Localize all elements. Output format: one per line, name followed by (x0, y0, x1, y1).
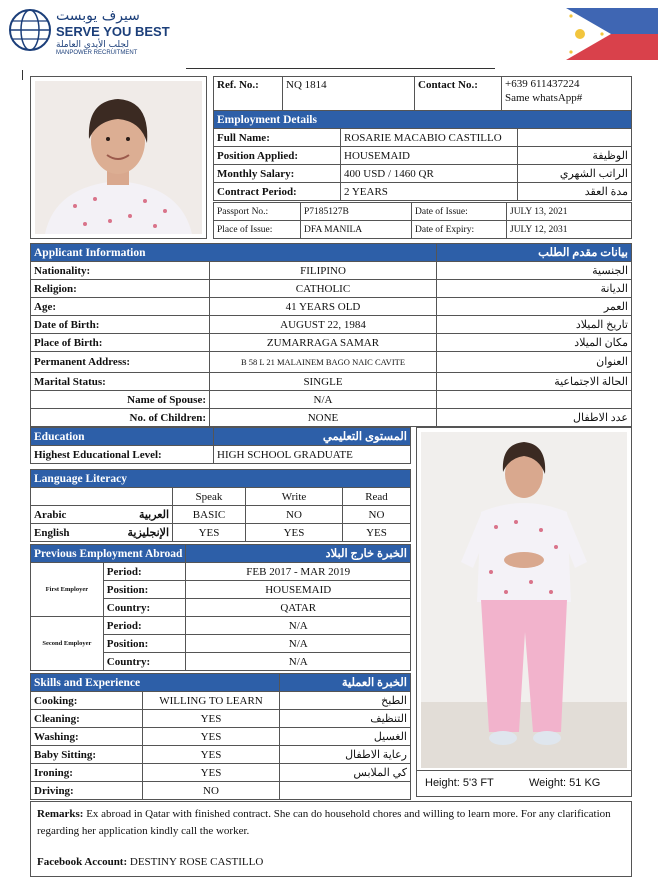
ironing-ar: كي الملابس (280, 764, 411, 782)
contract-value: 2 YEARS (341, 183, 518, 201)
logo-arabic: سيرف يوبست (56, 8, 140, 24)
dob-label: Date of Birth: (31, 316, 210, 334)
cooking-ar: الطبخ (280, 692, 411, 710)
arabic-write: NO (246, 506, 343, 524)
contact-note: Same whatsApp# (505, 92, 583, 104)
religion-value: CATHOLIC (210, 280, 437, 298)
issue-date-label: Date of Issue: (412, 203, 507, 221)
second-country-value: N/A (186, 653, 411, 671)
height-cell (425, 777, 494, 789)
children-ar: عدد الاطفال (437, 409, 632, 427)
second-employer-label: Second Employer (31, 617, 104, 671)
fullbody-photo (421, 432, 627, 768)
education-title: Education (31, 428, 214, 446)
position-label: Position Applied: (214, 147, 341, 165)
cooking-value: WILLING TO LEARN (143, 692, 280, 710)
weight-label: Weight: (529, 777, 567, 789)
col-speak: Speak (173, 488, 246, 506)
skills-title: Skills and Experience (31, 674, 280, 692)
lang-arabic-label: Arabic (34, 508, 67, 521)
language-title: Language Literacy (31, 470, 411, 488)
driving-label: Driving: (31, 782, 143, 800)
facebook-label: Facebook Account: (37, 856, 128, 868)
babysitting-value: YES (143, 746, 280, 764)
address-label: Permanent Address: (31, 352, 210, 373)
marital-ar: الحالة الاجتماعية (437, 373, 632, 391)
salary-ar: الراتب الشهري (518, 165, 632, 183)
remarks-box (30, 801, 632, 877)
height-value: 5'3 FT (462, 777, 494, 789)
issue-place-value: DFA MANILA (301, 221, 412, 239)
body-measure-row (417, 770, 631, 797)
portrait-photo (35, 81, 202, 234)
cleaning-value: YES (143, 710, 280, 728)
ironing-value: YES (143, 764, 280, 782)
education-value: HIGH SCHOOL GRADUATE (214, 446, 411, 464)
religion-ar: الديانة (437, 280, 632, 298)
facebook-line (37, 854, 625, 871)
religion-label: Religion: (31, 280, 210, 298)
children-value: NONE (210, 409, 437, 427)
first-employer-label: First Employer (31, 563, 104, 617)
contact-label: Contact No.: (415, 77, 502, 111)
contact-value: +639 611437224 (505, 78, 580, 90)
driving-ar (280, 782, 411, 800)
fullname-ar (518, 129, 632, 147)
spouse-ar (437, 391, 632, 409)
logo-english: SERVE YOU BEST (56, 24, 170, 39)
employment-title: Employment Details (214, 111, 632, 129)
logo-subtitle: MANPOWER RECRUITMENT (56, 50, 138, 56)
applicant-title: Applicant Information (31, 244, 437, 262)
contract-ar: مدة العقد (518, 183, 632, 201)
applicant-title-ar: بيانات مقدم الطلب (437, 244, 632, 262)
english-write: YES (246, 524, 343, 542)
washing-label: Washing: (31, 728, 143, 746)
contract-label: Contract Period: (214, 183, 341, 201)
first-country-value: QATAR (186, 599, 411, 617)
lang-english-label: English (34, 526, 70, 539)
facebook-value: DESTINY ROSE CASTILLO (129, 856, 264, 868)
skills-title-ar: الخبرة العملية (280, 674, 411, 692)
ref-value: NQ 1814 (283, 77, 415, 111)
height-label: Height: (425, 777, 460, 789)
education-label: Highest Educational Level: (31, 446, 214, 464)
age-value: 41 YEARS OLD (210, 298, 437, 316)
lang-english-ar: الإنجليزية (127, 526, 169, 539)
pob-value: ZUMARRAGA SAMAR (210, 334, 437, 352)
previous-title: Previous Employment Abroad (31, 545, 186, 563)
education-table (30, 427, 411, 464)
reference-table (213, 76, 632, 111)
marital-label: Marital Status: (31, 373, 210, 391)
washing-ar: الغسيل (280, 728, 411, 746)
nationality-label: Nationality: (31, 262, 210, 280)
col-write: Write (246, 488, 343, 506)
lang-english-cell (31, 524, 173, 542)
spouse-label: Name of Spouse: (31, 391, 210, 409)
weight-cell (529, 777, 600, 789)
washing-value: YES (143, 728, 280, 746)
language-table (30, 469, 411, 542)
fullname-label: Full Name: (214, 129, 341, 147)
address-value: B 58 L 21 MALAINEM BAGO NAIC CAVITE (210, 352, 437, 373)
contact-cell (502, 77, 632, 111)
dob-ar: تاريخ الميلاد (437, 316, 632, 334)
salary-label: Monthly Salary: (214, 165, 341, 183)
margin-mark (22, 70, 23, 80)
babysitting-label: Baby Sitting: (31, 746, 143, 764)
salary-value: 400 USD / 1460 QR (341, 165, 518, 183)
language-blank (31, 488, 173, 506)
expiry-label: Date of Expiry: (412, 221, 507, 239)
nationality-value: FILIPINO (210, 262, 437, 280)
second-position-label: Position: (103, 635, 186, 653)
passport-table (213, 202, 632, 239)
remarks-text: Ex abroad in Qatar with finished contract. She can do household chores and willing to learn more. For any clarification regarding her application kindly call the worker. (37, 808, 611, 837)
cleaning-ar: التنظيف (280, 710, 411, 728)
ironing-label: Ironing: (31, 764, 143, 782)
spouse-value: N/A (210, 391, 437, 409)
employment-table (213, 110, 632, 201)
pob-ar: مكان الميلاد (437, 334, 632, 352)
education-title-ar: المستوى التعليمي (214, 428, 411, 446)
cooking-label: Cooking: (31, 692, 143, 710)
children-label: No. of Children: (31, 409, 210, 427)
applicant-table (30, 243, 632, 427)
second-period-label: Period: (103, 617, 186, 635)
english-read: YES (343, 524, 411, 542)
nationality-ar: الجنسية (437, 262, 632, 280)
skills-table (30, 673, 411, 800)
arabic-speak: BASIC (173, 506, 246, 524)
babysitting-ar: رعاية الاطفال (280, 746, 411, 764)
portrait-photo-frame (30, 76, 207, 239)
philippines-flag-icon (566, 8, 658, 60)
age-ar: العمر (437, 298, 632, 316)
passport-label: Passport No.: (214, 203, 301, 221)
english-speak: YES (173, 524, 246, 542)
first-period-value: FEB 2017 - MAR 2019 (186, 563, 411, 581)
pob-label: Place of Birth: (31, 334, 210, 352)
second-country-label: Country: (103, 653, 186, 671)
passport-value: P7185127B (301, 203, 412, 221)
marital-value: SINGLE (210, 373, 437, 391)
position-ar: الوظيفة (518, 147, 632, 165)
arabic-read: NO (343, 506, 411, 524)
position-value: HOUSEMAID (341, 147, 518, 165)
second-position-value: N/A (186, 635, 411, 653)
previous-title-ar: الخبرة خارج البلاد (186, 545, 411, 563)
first-country-label: Country: (103, 599, 186, 617)
issue-place-label: Place of Issue: (214, 221, 301, 239)
age-label: Age: (31, 298, 210, 316)
ref-label: Ref. No.: (214, 77, 283, 111)
issue-date-value: JULY 13, 2021 (507, 203, 632, 221)
expiry-value: JULY 12, 2031 (507, 221, 632, 239)
remarks-line (37, 806, 625, 840)
fullname-value: ROSARIE MACABIO CASTILLO (341, 129, 518, 147)
previous-employment-table (30, 544, 411, 671)
address-ar: العنوان (437, 352, 632, 373)
logo-globe-icon (8, 8, 52, 52)
remarks-label: Remarks: (37, 808, 84, 820)
logo-arabic-sub: لجلب الأيدي العاملة (56, 40, 129, 50)
weight-value: 51 KG (569, 777, 601, 789)
first-position-value: HOUSEMAID (186, 581, 411, 599)
first-period-label: Period: (103, 563, 186, 581)
cleaning-label: Cleaning: (31, 710, 143, 728)
header-rule (186, 68, 495, 69)
lang-arabic-cell (31, 506, 173, 524)
lang-arabic-ar: العربية (138, 508, 169, 521)
second-period-value: N/A (186, 617, 411, 635)
dob-value: AUGUST 22, 1984 (210, 316, 437, 334)
driving-value: NO (143, 782, 280, 800)
fullbody-photo-frame (416, 427, 632, 797)
first-position-label: Position: (103, 581, 186, 599)
col-read: Read (343, 488, 411, 506)
